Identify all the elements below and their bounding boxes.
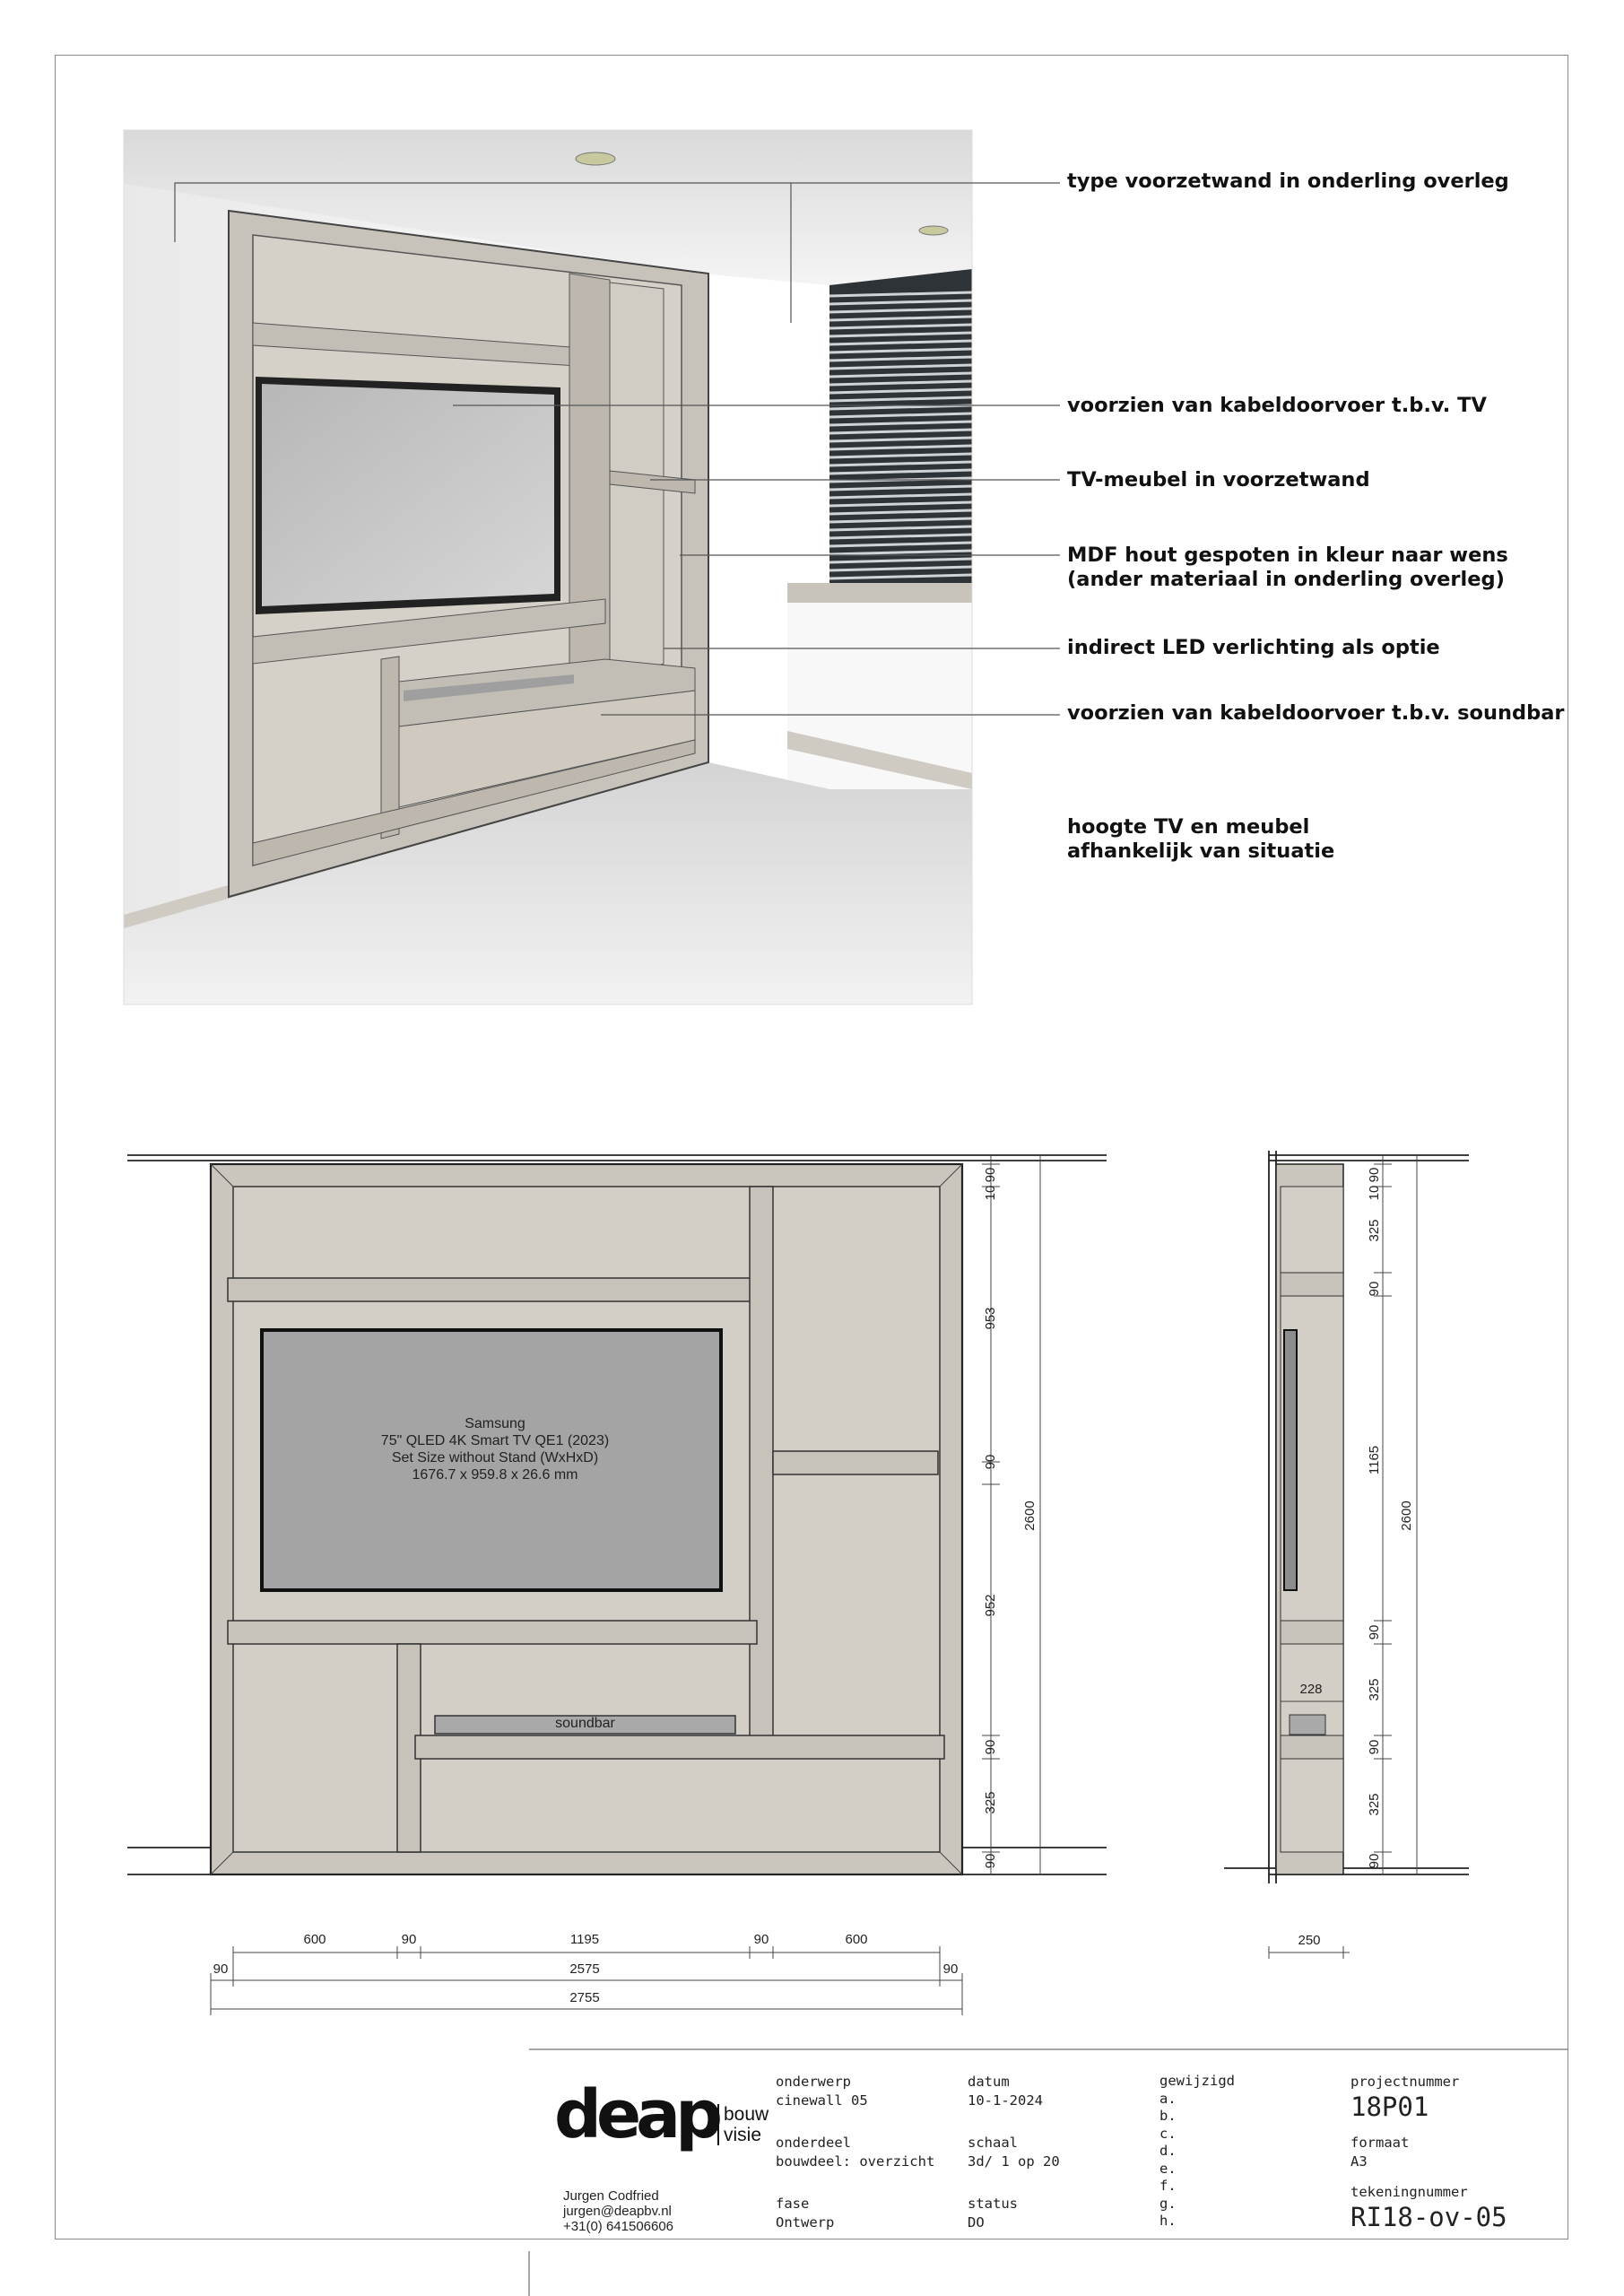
dim-front-v-5: 952	[983, 1594, 998, 1617]
front-elevation	[211, 1164, 962, 1874]
tekeningnummer-value: RI18-ov-05	[1350, 2202, 1507, 2232]
dim-front-v-7: 325	[983, 1791, 998, 1814]
formaat-value: A3	[1350, 2153, 1368, 2170]
dim-front-v-4: 90	[983, 1454, 998, 1470]
dim-front-h-2755: 2755	[569, 1990, 600, 2005]
dim-side-total-height: 2600	[1399, 1500, 1414, 1531]
gewijzigd-item: h.	[1159, 2213, 1177, 2229]
datum-label: datum	[968, 2074, 1010, 2090]
gewijzigd-item: c.	[1159, 2125, 1177, 2142]
logo-subtitle-2: visie	[724, 2125, 762, 2145]
dim-front-v-6: 90	[983, 1739, 998, 1755]
onderwerp-label: onderwerp	[776, 2074, 851, 2090]
dim-side-v-6: 90	[1367, 1624, 1382, 1640]
callout-height: hoogte TV en meubel afhankelijk van situatie	[1067, 815, 1335, 863]
contact-phone: +31(0) 641506606	[563, 2219, 674, 2234]
dim-front-h-600-left: 600	[303, 1932, 326, 1947]
gewijzigd-item: g.	[1159, 2195, 1177, 2212]
projectnummer-block	[1350, 2073, 1459, 2122]
logo-subtitle-1: bouw	[724, 2104, 769, 2125]
status-block	[968, 2195, 1018, 2232]
formaat-block	[1350, 2134, 1409, 2171]
dim-front-total-height: 2600	[1022, 1500, 1038, 1531]
gewijzigd-item: e.	[1159, 2160, 1177, 2177]
dim-side-250: 250	[1298, 1933, 1321, 1948]
callout-wall-type: type voorzetwand in onderling overleg	[1067, 170, 1509, 193]
fase-label: fase	[776, 2196, 810, 2212]
logo-subtitle	[717, 2104, 769, 2145]
dim-side-v-1: 90	[1367, 1167, 1382, 1183]
dim-front-h-90-a: 90	[401, 1932, 417, 1947]
fase-block	[776, 2195, 834, 2232]
soundbar-label: soundbar	[555, 1716, 615, 1731]
callout-material: MDF hout gespoten in kleur naar wens (ander materiaal in onderling overleg)	[1067, 544, 1508, 591]
dim-side-v-3: 325	[1367, 1219, 1382, 1242]
projectnummer-value: 18P01	[1350, 2092, 1429, 2122]
gewijzigd-item: f.	[1159, 2178, 1177, 2194]
contact-name: Jurgen Codfried	[563, 2188, 659, 2204]
callout-tv-cable: voorzien van kabeldoorvoer t.b.v. TV	[1067, 394, 1487, 417]
datum-value: 10-1-2024	[968, 2092, 1043, 2109]
status-label: status	[968, 2196, 1018, 2212]
schaal-value: 3d/ 1 op 20	[968, 2153, 1060, 2170]
gewijzigd-item: b.	[1159, 2108, 1177, 2124]
callout-soundbar-cable: voorzien van kabeldoorvoer t.b.v. soundbar	[1067, 701, 1565, 725]
datum-block	[968, 2073, 1043, 2110]
projectnummer-label: projectnummer	[1350, 2074, 1460, 2090]
onderdeel-label: onderdeel	[776, 2135, 851, 2151]
onderwerp-block	[776, 2073, 868, 2110]
dim-side-v-9: 325	[1367, 1793, 1382, 1816]
formaat-label: formaat	[1350, 2135, 1410, 2151]
status-value: DO	[968, 2214, 985, 2231]
gewijzigd-item: d.	[1159, 2143, 1177, 2159]
dim-front-h-1195: 1195	[569, 1932, 600, 1947]
dim-front-h-600-right: 600	[845, 1932, 868, 1947]
gewijzigd-item: a.	[1159, 2090, 1177, 2107]
onderdeel-value: bouwdeel: overzicht	[776, 2153, 935, 2170]
schaal-block	[968, 2134, 1060, 2171]
tekeningnummer-label: tekeningnummer	[1350, 2184, 1468, 2200]
tekeningnummer-block	[1350, 2183, 1507, 2232]
dim-front-h-90-b: 90	[753, 1932, 769, 1947]
onderwerp-value: cinewall 05	[776, 2092, 868, 2109]
tv-spec-text: Samsung 75" QLED 4K Smart TV QE1 (2023) Set Size without Stand (WxHxD) 1676.7 x 959.8 x 26.6 mm	[380, 1416, 610, 1483]
dim-front-v-8: 90	[983, 1853, 998, 1869]
dim-front-v-2: 10	[983, 1185, 998, 1201]
contact-block	[563, 2188, 673, 2234]
gewijzigd-block	[1159, 2073, 1235, 2231]
dim-side-v-10: 90	[1367, 1853, 1382, 1869]
dim-front-h-2575: 2575	[569, 1961, 600, 1977]
dim-side-v-4: 90	[1367, 1281, 1382, 1297]
gewijzigd-label: gewijzigd	[1159, 2073, 1235, 2089]
dim-side-v-7: 325	[1367, 1678, 1382, 1701]
dim-front-h-90-left: 90	[213, 1961, 229, 1977]
dim-side-228: 228	[1299, 1682, 1323, 1697]
schaal-label: schaal	[968, 2135, 1018, 2151]
dim-side-v-2: 10	[1367, 1185, 1382, 1201]
dim-side-v-8: 90	[1367, 1739, 1382, 1755]
side-section	[1224, 1151, 1469, 1883]
callout-tv-cabinet: TV-meubel in voorzetwand	[1067, 468, 1370, 491]
dim-side-v-5: 1165	[1367, 1445, 1382, 1475]
dim-front-v-1: 90	[983, 1167, 998, 1183]
deap-logo: deap	[554, 2076, 718, 2153]
onderdeel-block	[776, 2134, 934, 2171]
callout-led: indirect LED verlichting als optie	[1067, 636, 1440, 659]
dim-front-h-90-right: 90	[942, 1961, 959, 1977]
dim-front-v-3: 953	[983, 1307, 998, 1330]
contact-email: jurgen@deapbv.nl	[563, 2204, 672, 2219]
fase-value: Ontwerp	[776, 2214, 835, 2231]
tv-spec-label	[316, 1415, 674, 1483]
